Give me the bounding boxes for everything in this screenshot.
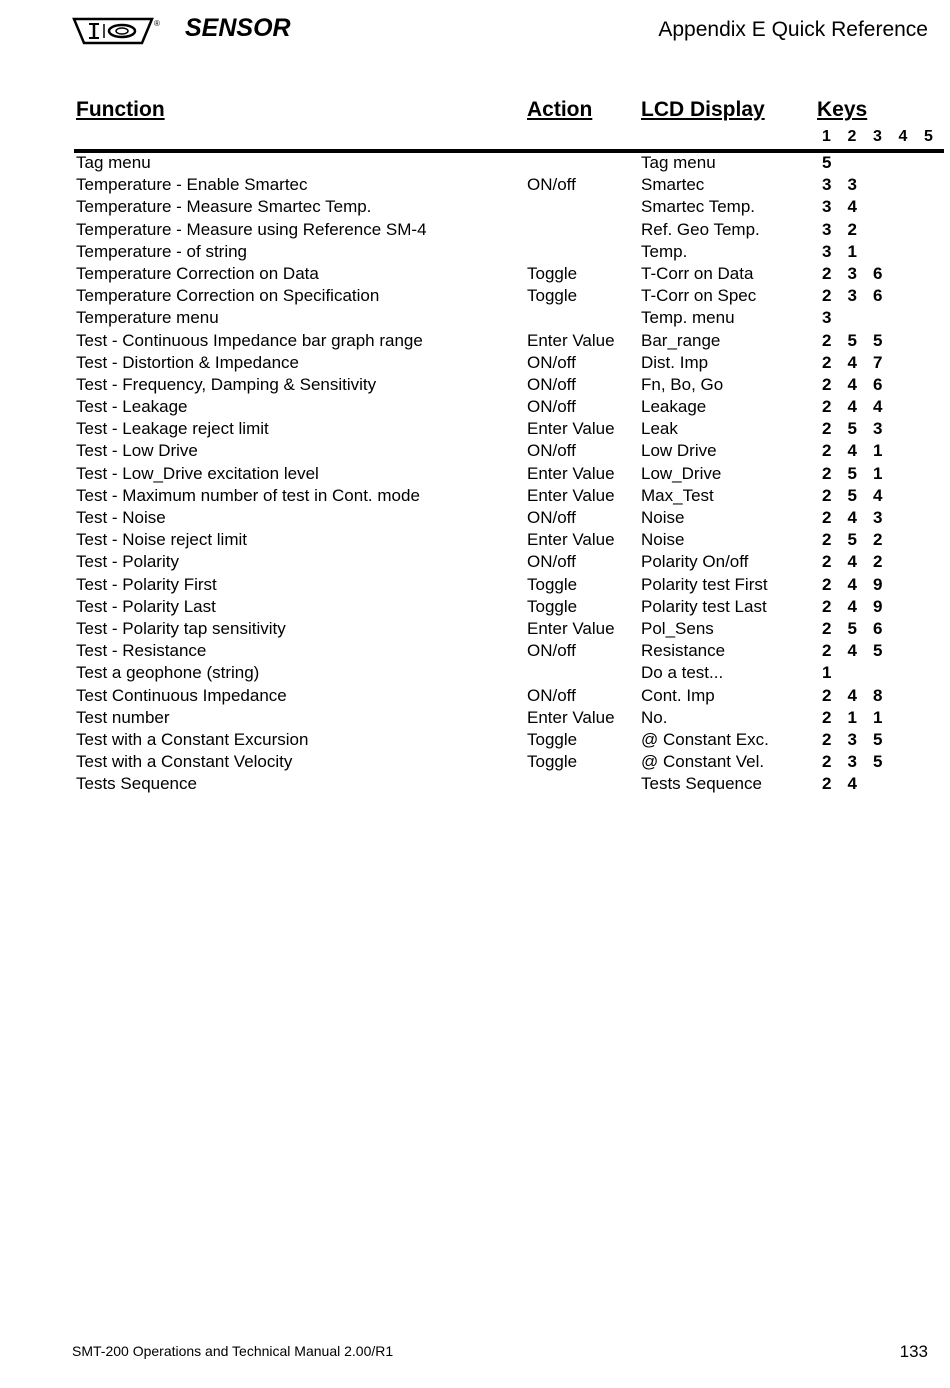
key-digit: 3 <box>822 197 832 217</box>
function-cell: Test - Noise <box>76 508 166 527</box>
keys-cell <box>822 618 899 640</box>
lcd-display-cell: Smartec <box>641 175 705 195</box>
key-digit: 7 <box>873 352 883 372</box>
table-row <box>0 529 950 551</box>
table-row <box>0 307 950 329</box>
keys-cell <box>822 685 899 707</box>
key-digit: 1 <box>873 463 883 483</box>
lcd-display-cell: Low_Drive <box>641 463 722 483</box>
table-row <box>0 418 950 440</box>
function-cell: Test - Polarity Last <box>76 596 216 616</box>
table-row <box>0 640 950 662</box>
table-row <box>0 507 950 529</box>
key-number: 4 <box>898 128 908 145</box>
table-row <box>0 241 950 263</box>
lcd-display-cell: Tag menu <box>641 153 716 172</box>
key-digit: 5 <box>847 485 857 505</box>
key-digit: 5 <box>847 463 857 483</box>
lcd-display-cell: @ Constant Vel. <box>641 752 765 772</box>
table-row <box>0 574 950 596</box>
key-digit: 2 <box>822 530 832 550</box>
keys-cell <box>822 219 873 241</box>
function-cell: Test - Leakage <box>76 397 188 417</box>
function-cell: Test - Polarity First <box>76 574 217 594</box>
lcd-display-cell: Smartec Temp. <box>641 197 756 217</box>
keys-cell <box>822 152 848 174</box>
keys-cell <box>822 396 899 418</box>
key-digit: 2 <box>822 596 832 616</box>
action-cell: Toggle <box>527 286 578 306</box>
lcd-display-cell: Polarity On/off <box>641 552 749 572</box>
lcd-display-cell: Tests Sequence <box>641 774 762 794</box>
function-cell: Test - Continuous Impedance bar graph range <box>76 330 423 350</box>
key-digit: 2 <box>822 441 832 461</box>
key-digit: 9 <box>873 596 883 616</box>
key-digit: 4 <box>847 552 857 572</box>
table-row <box>0 707 950 729</box>
action-cell: ON/off <box>527 685 576 705</box>
key-digit: 2 <box>822 374 832 394</box>
key-digit: 6 <box>873 618 883 638</box>
key-digit: 2 <box>822 419 832 439</box>
key-digit: 2 <box>822 397 832 417</box>
lcd-display-cell: Temp. menu <box>641 308 735 328</box>
key-digit: 3 <box>822 308 832 328</box>
key-digit: 2 <box>822 729 832 749</box>
table-row <box>0 352 950 374</box>
key-digit: 2 <box>822 774 832 794</box>
table-row <box>0 551 950 573</box>
key-digit: 4 <box>847 596 857 616</box>
function-cell: Test - Low_Drive excitation level <box>76 463 319 483</box>
lcd-display-cell: Leakage <box>641 397 707 417</box>
key-digit: 2 <box>822 618 832 638</box>
table-row <box>0 485 950 507</box>
table-row <box>0 685 950 707</box>
lcd-display-cell: Leak <box>641 419 678 439</box>
action-cell: ON/off <box>527 441 576 461</box>
lcd-display-cell: @ Constant Exc. <box>641 729 769 749</box>
keys-cell <box>822 196 873 218</box>
key-digit: 4 <box>873 485 883 505</box>
key-digit: 6 <box>873 263 883 283</box>
lcd-display-cell: Polarity test First <box>641 574 768 594</box>
key-digit: 2 <box>822 552 832 572</box>
keys-cell <box>822 574 899 596</box>
table-row <box>0 662 950 684</box>
key-digit: 3 <box>822 175 832 195</box>
table-row <box>0 440 950 462</box>
keys-cell <box>822 330 899 352</box>
keys-cell <box>822 662 848 684</box>
key-digit: 3 <box>873 419 883 439</box>
key-digit: 2 <box>822 574 832 594</box>
key-digit: 5 <box>847 330 857 350</box>
key-digit: 6 <box>873 286 883 306</box>
key-digit: 4 <box>847 574 857 594</box>
function-cell: Test - Low Drive <box>76 441 198 461</box>
key-digit: 6 <box>873 374 883 394</box>
key-digit: 5 <box>847 530 857 550</box>
function-cell: Test - Frequency, Damping & Sensitivity <box>76 374 377 394</box>
keys-cell <box>822 307 848 329</box>
reference-table-body <box>0 152 950 795</box>
lcd-display-cell: Cont. Imp <box>641 685 715 705</box>
function-cell: Tests Sequence <box>76 774 197 794</box>
key-digit: 2 <box>822 752 832 772</box>
io-logo <box>72 16 162 46</box>
function-cell: Temperature Correction on Data <box>76 263 319 283</box>
column-header-lcd-display: LCD Display <box>641 98 765 121</box>
key-digit: 2 <box>873 552 883 572</box>
table-row <box>0 174 950 196</box>
action-cell: ON/off <box>527 175 576 195</box>
function-cell: Test - Noise reject limit <box>76 530 247 550</box>
column-header-keys: Keys <box>817 98 868 121</box>
keys-cell <box>822 729 899 751</box>
key-digit: 5 <box>822 153 832 172</box>
lcd-display-cell: Noise <box>641 508 685 527</box>
lcd-display-cell: Temp. <box>641 241 688 261</box>
table-row <box>0 751 950 773</box>
keys-cell <box>822 263 899 285</box>
lcd-display-cell: Fn, Bo, Go <box>641 374 724 394</box>
key-digit: 4 <box>847 397 857 417</box>
key-digit: 4 <box>847 374 857 394</box>
key-digit: 4 <box>847 441 857 461</box>
key-number: 3 <box>873 128 882 145</box>
key-digit: 3 <box>847 752 857 772</box>
table-row <box>0 196 950 218</box>
action-cell: ON/off <box>527 508 576 527</box>
key-digit: 3 <box>847 286 857 306</box>
key-digit: 2 <box>822 641 832 661</box>
key-digit: 5 <box>873 330 883 350</box>
function-cell: Test Continuous Impedance <box>76 685 287 705</box>
lcd-display-cell: Ref. Geo Temp. <box>641 219 760 239</box>
action-cell: ON/off <box>527 641 576 661</box>
keys-cell <box>822 529 899 551</box>
lcd-display-cell: Dist. Imp <box>641 352 709 372</box>
keys-cell <box>822 551 899 573</box>
keys-cell <box>822 751 899 773</box>
table-row <box>0 396 950 418</box>
key-digit: 4 <box>847 641 857 661</box>
function-cell: Test - Polarity tap sensitivity <box>76 618 286 638</box>
action-cell: Toggle <box>527 596 578 616</box>
key-digit: 2 <box>822 263 832 283</box>
key-digit: 4 <box>847 197 857 217</box>
keys-cell <box>822 707 899 729</box>
key-number: 2 <box>847 128 857 145</box>
key-digit: 1 <box>847 707 857 727</box>
keys-cell <box>822 352 899 374</box>
keys-cell <box>822 463 899 485</box>
key-digit: 1 <box>847 241 857 261</box>
lcd-display-cell: Resistance <box>641 641 726 661</box>
lcd-display-cell: Bar_range <box>641 330 721 350</box>
lcd-display-cell: Polarity test Last <box>641 596 767 616</box>
keys-cell <box>822 507 899 529</box>
lcd-display-cell: Noise <box>641 530 685 550</box>
lcd-display-cell: No. <box>641 707 668 727</box>
table-row <box>0 219 950 241</box>
action-cell: Enter Value <box>527 463 615 483</box>
function-cell: Test - Distortion & Impedance <box>76 352 299 372</box>
key-digit: 2 <box>822 685 832 705</box>
table-row <box>0 463 950 485</box>
keys-cell <box>822 773 873 795</box>
action-cell: Toggle <box>527 574 578 594</box>
key-digit: 5 <box>873 729 883 749</box>
function-cell: Temperature Correction on Specification <box>76 286 380 306</box>
lcd-display-cell: Max_Test <box>641 485 714 505</box>
key-digit: 5 <box>847 618 857 638</box>
key-digit: 8 <box>873 685 883 705</box>
action-cell: Enter Value <box>527 618 615 638</box>
key-digit: 3 <box>873 508 883 527</box>
table-row <box>0 773 950 795</box>
action-cell: Enter Value <box>527 485 615 505</box>
function-cell: Test - Maximum number of test in Cont. mode <box>76 485 420 505</box>
keys-cell <box>822 440 899 462</box>
action-cell: Enter Value <box>527 707 615 727</box>
action-cell: Toggle <box>527 752 578 772</box>
brand-name: SENSOR <box>185 14 291 42</box>
action-cell: ON/off <box>527 352 576 372</box>
function-cell: Temperature - Measure Smartec Temp. <box>76 197 372 217</box>
function-cell: Temperature - Measure using Reference SM-4 <box>76 219 427 239</box>
table-row <box>0 729 950 751</box>
key-number-header <box>822 128 950 146</box>
key-digit: 1 <box>822 663 832 683</box>
action-cell: Enter Value <box>527 419 615 439</box>
key-digit: 4 <box>847 685 857 705</box>
keys-cell <box>822 285 899 307</box>
keys-cell <box>822 174 873 196</box>
keys-cell <box>822 418 899 440</box>
lcd-display-cell: Do a test... <box>641 663 724 683</box>
lcd-display-cell: Pol_Sens <box>641 618 714 638</box>
key-digit: 2 <box>873 530 883 550</box>
key-digit: 3 <box>847 729 857 749</box>
key-digit: 1 <box>873 707 883 727</box>
key-digit: 4 <box>847 508 857 527</box>
key-digit: 5 <box>873 641 883 661</box>
keys-cell <box>822 241 873 263</box>
key-digit: 2 <box>822 286 832 306</box>
function-cell: Test - Polarity <box>76 552 179 572</box>
key-digit: 1 <box>873 441 883 461</box>
key-digit: 5 <box>847 419 857 439</box>
key-digit: 2 <box>822 508 832 527</box>
column-header-function: Function <box>76 98 165 121</box>
keys-cell <box>822 485 899 507</box>
lcd-display-cell: T-Corr on Spec <box>641 286 757 306</box>
keys-cell <box>822 596 899 618</box>
table-row <box>0 596 950 618</box>
action-cell: ON/off <box>527 397 576 417</box>
action-cell: Enter Value <box>527 530 615 550</box>
column-header-action: Action <box>527 98 593 121</box>
function-cell: Temperature - of string <box>76 241 248 261</box>
lcd-display-cell: Low Drive <box>641 441 717 461</box>
action-cell: Enter Value <box>527 330 615 350</box>
table-row <box>0 330 950 352</box>
page-number: 133 <box>899 1342 928 1361</box>
key-number: 5 <box>924 128 933 145</box>
table-row <box>0 152 950 174</box>
function-cell: Test number <box>76 707 170 727</box>
key-digit: 2 <box>822 707 832 727</box>
appendix-title: Appendix E Quick Reference <box>658 18 928 41</box>
action-cell: ON/off <box>527 374 576 394</box>
table-row <box>0 285 950 307</box>
key-digit: 9 <box>873 574 883 594</box>
key-digit: 4 <box>847 352 857 372</box>
key-digit: 2 <box>847 219 857 239</box>
action-cell: ON/off <box>527 552 576 572</box>
table-row <box>0 374 950 396</box>
function-cell: Tag menu <box>76 153 151 172</box>
action-cell: Toggle <box>527 729 578 749</box>
key-digit: 2 <box>822 485 832 505</box>
key-number: 1 <box>822 128 831 145</box>
key-digit: 4 <box>873 397 883 417</box>
key-digit: 3 <box>822 241 832 261</box>
footer-manual-title: SMT-200 Operations and Technical Manual 2.00/R1 <box>72 1343 394 1359</box>
function-cell: Test - Resistance <box>76 641 207 661</box>
keys-cell <box>822 640 899 662</box>
key-digit: 2 <box>822 330 832 350</box>
key-digit: 5 <box>873 752 883 772</box>
key-digit: 4 <box>847 774 857 794</box>
key-digit: 3 <box>847 263 857 283</box>
function-cell: Temperature menu <box>76 308 219 328</box>
function-cell: Test with a Constant Velocity <box>76 752 293 772</box>
lcd-display-cell: T-Corr on Data <box>641 263 754 283</box>
key-digit: 3 <box>847 175 857 195</box>
key-digit: 2 <box>822 352 832 372</box>
keys-cell <box>822 374 899 396</box>
registered-mark: ® <box>154 19 160 28</box>
action-cell: Toggle <box>527 263 578 283</box>
function-cell: Temperature - Enable Smartec <box>76 175 308 195</box>
key-digit: 2 <box>822 463 832 483</box>
function-cell: Test - Leakage reject limit <box>76 419 269 439</box>
function-cell: Test a geophone (string) <box>76 663 260 683</box>
function-cell: Test with a Constant Excursion <box>76 729 309 749</box>
key-digit: 3 <box>822 219 832 239</box>
table-row <box>0 618 950 640</box>
table-row <box>0 263 950 285</box>
